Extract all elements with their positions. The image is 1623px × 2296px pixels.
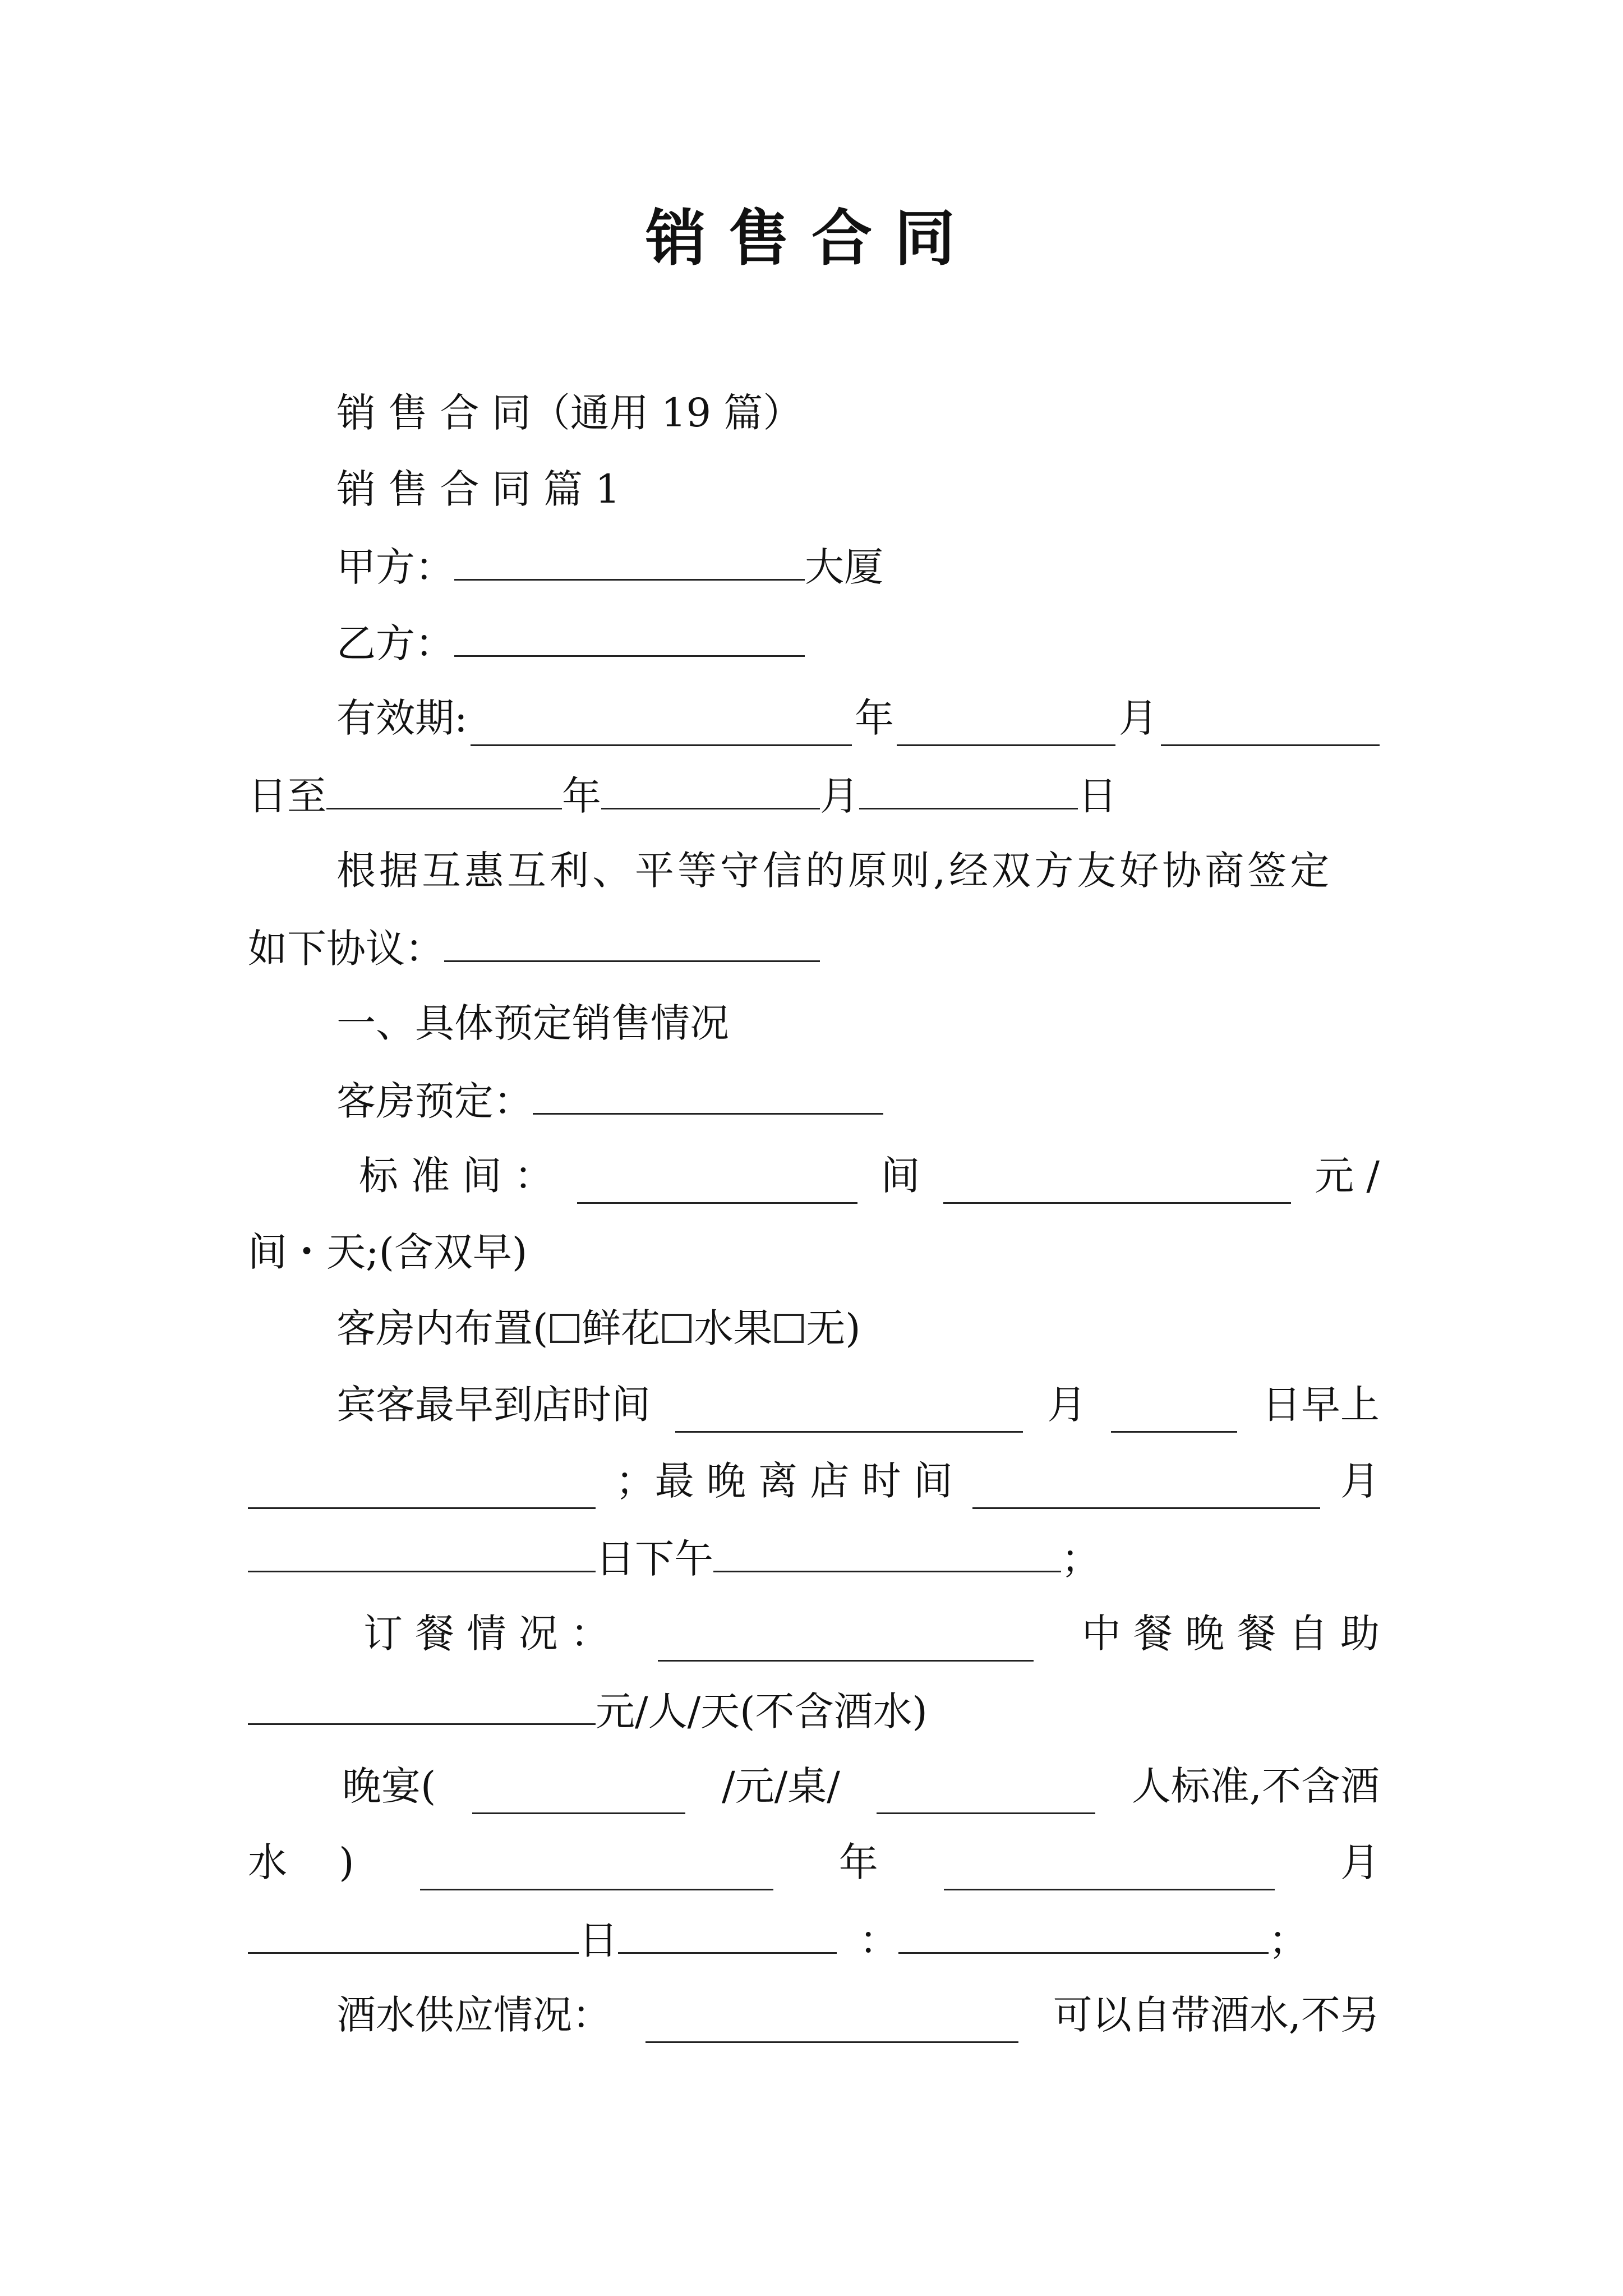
room-booking-label: 客房预定： bbox=[336, 1078, 533, 1124]
end-day-label: 日 bbox=[1078, 773, 1117, 819]
intro-text-2: 如下协议： bbox=[248, 926, 444, 972]
arrival-month-blank[interactable] bbox=[675, 1389, 1023, 1433]
intro-paragraph bbox=[336, 843, 1380, 899]
section-1-text: 一、具体预定销售情况 bbox=[336, 1000, 729, 1046]
end-month-label: 月 bbox=[820, 773, 859, 819]
drinks-blank[interactable] bbox=[645, 2000, 1018, 2043]
banquet-day-label: 日 bbox=[579, 1917, 618, 1963]
water-close-label: 水 ) bbox=[248, 1839, 354, 1885]
banquet-line bbox=[342, 1758, 1380, 1814]
room-day-text: 间・天;(含双早) bbox=[248, 1229, 528, 1275]
arrival-month-label: 月 bbox=[1047, 1382, 1087, 1428]
drinks-label: 酒水供应情况： bbox=[336, 1992, 611, 2038]
party-a-line bbox=[336, 537, 883, 593]
validity-line bbox=[336, 690, 1380, 746]
validity-month-label: 月 bbox=[1118, 695, 1158, 741]
arrival-label: 宾客最早到店时间 bbox=[336, 1382, 651, 1428]
intro-text: 根据互惠互利、平等守信的原则,经双方友好协商签定 bbox=[336, 848, 1333, 894]
party-b-blank[interactable] bbox=[454, 614, 805, 657]
document-subtitle bbox=[336, 385, 802, 441]
buffet-price-blank[interactable] bbox=[248, 1682, 596, 1725]
day-to-label: 日至 bbox=[248, 773, 326, 819]
end-year-label: 年 bbox=[562, 773, 601, 819]
banquet-month-blank[interactable] bbox=[944, 1847, 1275, 1890]
afternoon-label: 日下午 bbox=[596, 1536, 713, 1582]
section-1-heading bbox=[336, 995, 729, 1051]
banquet-hour-blank[interactable] bbox=[618, 1911, 837, 1954]
party-b-label: 乙方： bbox=[336, 620, 454, 666]
per-person-label: 元/人/天(不含酒水) bbox=[596, 1688, 928, 1734]
departure-time-blank[interactable] bbox=[713, 1529, 1061, 1572]
room-booking-line bbox=[336, 1071, 883, 1128]
colon-label: ： bbox=[859, 1917, 898, 1963]
section-heading bbox=[336, 461, 620, 517]
banquet-price-blank[interactable] bbox=[472, 1771, 685, 1814]
subtitle-text: 销 售 合 同（通用 19 篇） bbox=[336, 390, 803, 436]
agreement-blank[interactable] bbox=[444, 919, 820, 962]
validity-year-label: 年 bbox=[855, 695, 895, 741]
standard-room-count-blank[interactable] bbox=[577, 1161, 857, 1204]
drinks-line bbox=[336, 1987, 1380, 2043]
intro-continuation bbox=[248, 919, 820, 975]
standard-room-line bbox=[359, 1148, 1380, 1204]
banquet-standard-label: 人标准,不含酒 bbox=[1131, 1763, 1380, 1809]
room-unit-label: 间 bbox=[880, 1153, 920, 1199]
fruit-checkbox[interactable] bbox=[662, 1314, 691, 1343]
semicolon-2: ； bbox=[1269, 1917, 1308, 1963]
banquet-year-blank[interactable] bbox=[420, 1847, 773, 1890]
fruit-label: 水果 bbox=[694, 1305, 773, 1351]
dining-blank[interactable] bbox=[658, 1618, 1034, 1662]
banquet-time-line bbox=[248, 1911, 1308, 1967]
standard-room-label: 标 准 间 ： bbox=[359, 1153, 554, 1199]
validity-day-blank[interactable] bbox=[1161, 703, 1380, 746]
departure-label: ；最 晚 离 店 时 间 bbox=[615, 1458, 953, 1504]
document-title: 销售合同 bbox=[645, 203, 978, 274]
none-checkbox[interactable] bbox=[774, 1314, 804, 1343]
validity-year-blank[interactable] bbox=[471, 703, 852, 746]
departure-line bbox=[248, 1453, 1380, 1509]
party-b-line bbox=[336, 614, 805, 670]
banquet-year-label: 年 bbox=[838, 1839, 878, 1885]
section-heading-text: 销 售 合 同 篇 1 bbox=[336, 466, 620, 512]
standard-room-price-blank[interactable] bbox=[943, 1161, 1291, 1204]
arrival-line bbox=[336, 1377, 1380, 1433]
none-label: 无) bbox=[806, 1305, 861, 1351]
banquet-minute-blank[interactable] bbox=[898, 1911, 1269, 1954]
departure-line-2 bbox=[248, 1529, 1100, 1585]
dining-price-line bbox=[248, 1682, 928, 1738]
dining-line bbox=[363, 1605, 1380, 1662]
banquet-date-line bbox=[248, 1834, 1380, 1890]
party-a-label: 甲方： bbox=[336, 544, 454, 590]
validity-month-blank[interactable] bbox=[897, 703, 1115, 746]
party-a-blank[interactable] bbox=[454, 537, 805, 581]
departure-month-blank[interactable] bbox=[972, 1466, 1320, 1509]
drinks-note: 可以自带酒水,不另 bbox=[1053, 1992, 1380, 2038]
price-unit-label: 元 / bbox=[1315, 1153, 1380, 1199]
end-year-blank[interactable] bbox=[326, 766, 562, 809]
morning-label: 日早上 bbox=[1262, 1382, 1380, 1428]
dining-buffet-label: 中 餐 晚 餐 自 助 bbox=[1081, 1611, 1380, 1657]
party-a-suffix: 大厦 bbox=[805, 544, 883, 590]
banquet-label: 晚宴( bbox=[342, 1763, 436, 1809]
flowers-label: 鲜花 bbox=[582, 1305, 661, 1351]
arrival-day-blank[interactable] bbox=[1111, 1389, 1237, 1433]
validity-end-line bbox=[248, 766, 1117, 822]
end-day-blank[interactable] bbox=[859, 766, 1078, 809]
banquet-people-blank[interactable] bbox=[877, 1771, 1095, 1814]
banquet-unit-label: /元/桌/ bbox=[722, 1763, 840, 1809]
end-month-blank[interactable] bbox=[601, 766, 820, 809]
validity-label: 有效期: bbox=[336, 695, 468, 741]
room-day-line bbox=[248, 1224, 527, 1280]
banquet-month-label: 月 bbox=[1340, 1839, 1380, 1885]
room-booking-blank[interactable] bbox=[533, 1071, 883, 1115]
room-layout-label: 客房内布置( bbox=[336, 1305, 548, 1351]
flowers-checkbox[interactable] bbox=[550, 1314, 579, 1343]
departure-day-blank[interactable] bbox=[248, 1529, 596, 1572]
dining-label: 订 餐 情 况 ： bbox=[363, 1611, 610, 1657]
semicolon: ； bbox=[1061, 1536, 1100, 1582]
departure-month-label: 月 bbox=[1340, 1458, 1380, 1504]
room-layout-line bbox=[336, 1300, 861, 1356]
arrival-time-blank[interactable] bbox=[248, 1466, 596, 1509]
banquet-day-blank[interactable] bbox=[248, 1911, 579, 1954]
